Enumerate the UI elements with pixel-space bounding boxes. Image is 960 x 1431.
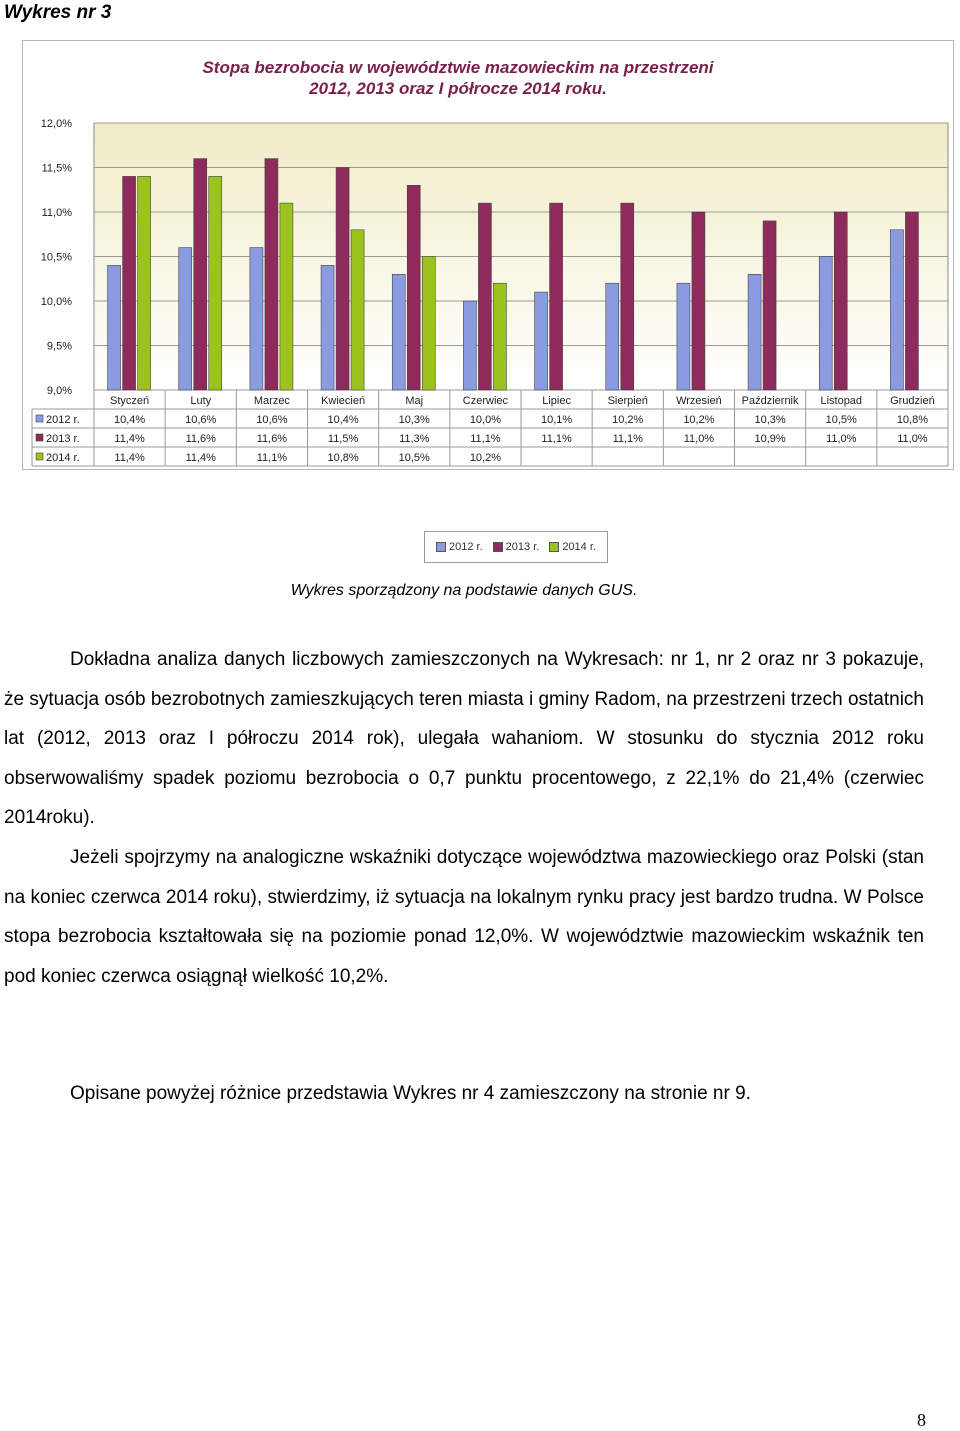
bar-2013-2 [265, 159, 278, 390]
bar-2013-5 [478, 203, 491, 390]
bar-2012-9 [748, 274, 761, 390]
table-value: 11,0% [826, 433, 857, 445]
bar-2012-2 [250, 248, 263, 390]
legend-label: 2014 r. [562, 541, 596, 553]
bar-2014-0 [138, 176, 151, 390]
x-category-label: Maj [405, 395, 424, 407]
bar-2012-5 [463, 301, 476, 390]
bar-2014-4 [422, 257, 435, 391]
page-number: 8 [917, 1410, 926, 1430]
source-note: Wykres sporządzony na podstawie danych GUS. [290, 582, 638, 599]
table-value: 10,0% [469, 414, 502, 426]
table-value: 10,3% [754, 414, 786, 426]
table-value: 11,4% [185, 452, 216, 464]
bar-2012-6 [535, 292, 548, 390]
y-tick-label: 9,0% [46, 385, 72, 397]
x-category-label: Grudzień [890, 395, 935, 407]
bar-2012-4 [392, 274, 405, 390]
y-tick-label: 12,0% [40, 118, 72, 130]
table-series-name: 2014 r. [46, 452, 80, 464]
table-value: 11,6% [185, 433, 216, 445]
bar-2012-0 [108, 265, 121, 390]
table-legend-swatch [36, 434, 43, 441]
table-value: 10,9% [754, 433, 786, 445]
x-category-label: Sierpień [607, 395, 648, 407]
bar-2013-8 [692, 212, 705, 390]
bar-2013-4 [407, 185, 420, 390]
y-tick-label: 9,5% [46, 340, 72, 353]
chart-title-line-1: Stopa bezrobocia w województwie mazowieckim na przestrzeni [202, 58, 714, 77]
legend-label: 2012 r. [449, 541, 483, 553]
table-value: 11,1% [470, 433, 501, 445]
table-value: 10,1% [540, 414, 573, 426]
bar-2013-7 [621, 203, 634, 390]
y-tick-label: 11,0% [41, 207, 72, 219]
bar-2012-8 [677, 283, 690, 390]
table-value: 11,1% [612, 433, 643, 445]
bar-2012-10 [819, 257, 832, 391]
legend-item [436, 541, 483, 553]
x-category-label: Marzec [253, 395, 290, 407]
table-value: 11,3% [399, 433, 430, 445]
bar-2012-1 [179, 248, 192, 390]
x-category-label: Październik [741, 395, 799, 407]
table-value: 10,4% [327, 414, 359, 426]
table-value: 10,8% [896, 414, 929, 426]
x-category-label: Luty [190, 395, 212, 407]
figure-heading: Wykres nr 3 [4, 2, 112, 23]
table-value: 11,0% [897, 433, 928, 445]
bar-2013-0 [123, 176, 136, 390]
chart-title-line-2: 2012, 2013 oraz I półrocze 2014 roku. [309, 79, 607, 98]
bar-2012-11 [890, 230, 903, 390]
bar-2014-1 [209, 176, 222, 390]
table-value: 10,5% [398, 452, 430, 464]
table-value: 10,2% [469, 452, 502, 464]
x-category-label: Czerwiec [462, 395, 509, 407]
table-value: 10,5% [825, 414, 857, 426]
bar-2013-1 [194, 159, 207, 390]
table-series-name: 2012 r. [46, 414, 80, 426]
y-tick-label: 10,0% [40, 296, 72, 308]
y-tick-label: 10,5% [40, 251, 72, 264]
legend-label: 2013 r. [505, 541, 540, 553]
bar-2013-11 [905, 212, 918, 390]
legend-swatch [493, 542, 503, 552]
table-value: 10,2% [683, 414, 715, 426]
x-category-label: Wrzesień [676, 395, 722, 407]
x-category-label: Listopad [820, 395, 863, 407]
table-legend-swatch [36, 415, 43, 422]
bar-2013-6 [550, 203, 563, 390]
table-value: 10,2% [612, 414, 644, 426]
bar-2013-3 [336, 168, 349, 391]
bar-2012-7 [606, 283, 619, 390]
paragraph-analysis: Dokładna analiza danych liczbowych zamieszczonych na Wykresach: nr 1, nr 2 oraz nr 3 pokazuje, że sytuacja osób bezrobotnych zamieszkujących teren miasta i gminy Radom, na przestrzeni trzech ostatnich lat (2012, 2013 oraz I półroczu 2014 rok), ulegała wahaniom. W stosunku do stycznia 2012 roku obserwowaliśmy spadek poziomu bezrobocia o 0,7 punktu procentowego, z 22,1% do 21,4% (czerwiec 2014roku). [4, 649, 924, 828]
legend-item [549, 541, 596, 553]
table-legend-swatch [36, 453, 43, 460]
x-category-label: Styczeń [110, 395, 150, 407]
unemployment-chart [22, 40, 954, 470]
x-category-label: Lipiec [542, 395, 571, 407]
chart-svg [22, 40, 954, 470]
bar-2012-3 [321, 265, 334, 390]
table-value: 11,4% [114, 433, 145, 445]
bar-2013-9 [763, 221, 776, 390]
chart-legend [424, 531, 608, 563]
table-value: 11,1% [256, 452, 288, 464]
bar-2014-2 [280, 203, 293, 390]
table-value: 11,4% [114, 452, 145, 464]
legend-swatch [549, 542, 559, 552]
bar-2014-3 [351, 230, 364, 390]
paragraph-comparison: Jeżeli spojrzymy na analogiczne wskaźniki dotyczące województwa mazowieckiego oraz Polski (stan na koniec czerwca 2014 roku), stwierdzimy, iż sytuacja na lokalnym rynku pracy jest bardzo trudna. W Polsce stopa bezrobocia kształtowała się na poziomie ponad 12,0%. W województwie mazowieckim wskaźnik ten pod koniec czerwca osiągnął wielkość 10,2%. [4, 847, 924, 987]
table-value: 10,4% [113, 414, 146, 426]
legend-item [493, 541, 540, 553]
y-tick-label: 11,5% [41, 162, 72, 175]
x-category-label: Kwiecień [321, 395, 366, 407]
table-series-name: 2013 r. [46, 433, 80, 445]
table-value: 10,6% [185, 414, 217, 426]
table-value: 11,6% [256, 433, 288, 445]
legend-swatch [436, 542, 446, 552]
bar-2014-5 [493, 283, 506, 390]
table-value: 11,1% [541, 433, 572, 445]
table-value: 11,0% [683, 433, 715, 445]
table-value: 10,3% [398, 414, 430, 426]
bar-2013-10 [834, 212, 847, 390]
table-value: 10,8% [327, 452, 359, 464]
table-value: 10,6% [256, 414, 288, 426]
table-value: 11,5% [327, 433, 359, 445]
paragraph-reference: Opisane powyżej różnice przedstawia Wykres nr 4 zamieszczony na stronie nr 9. [70, 1083, 751, 1104]
